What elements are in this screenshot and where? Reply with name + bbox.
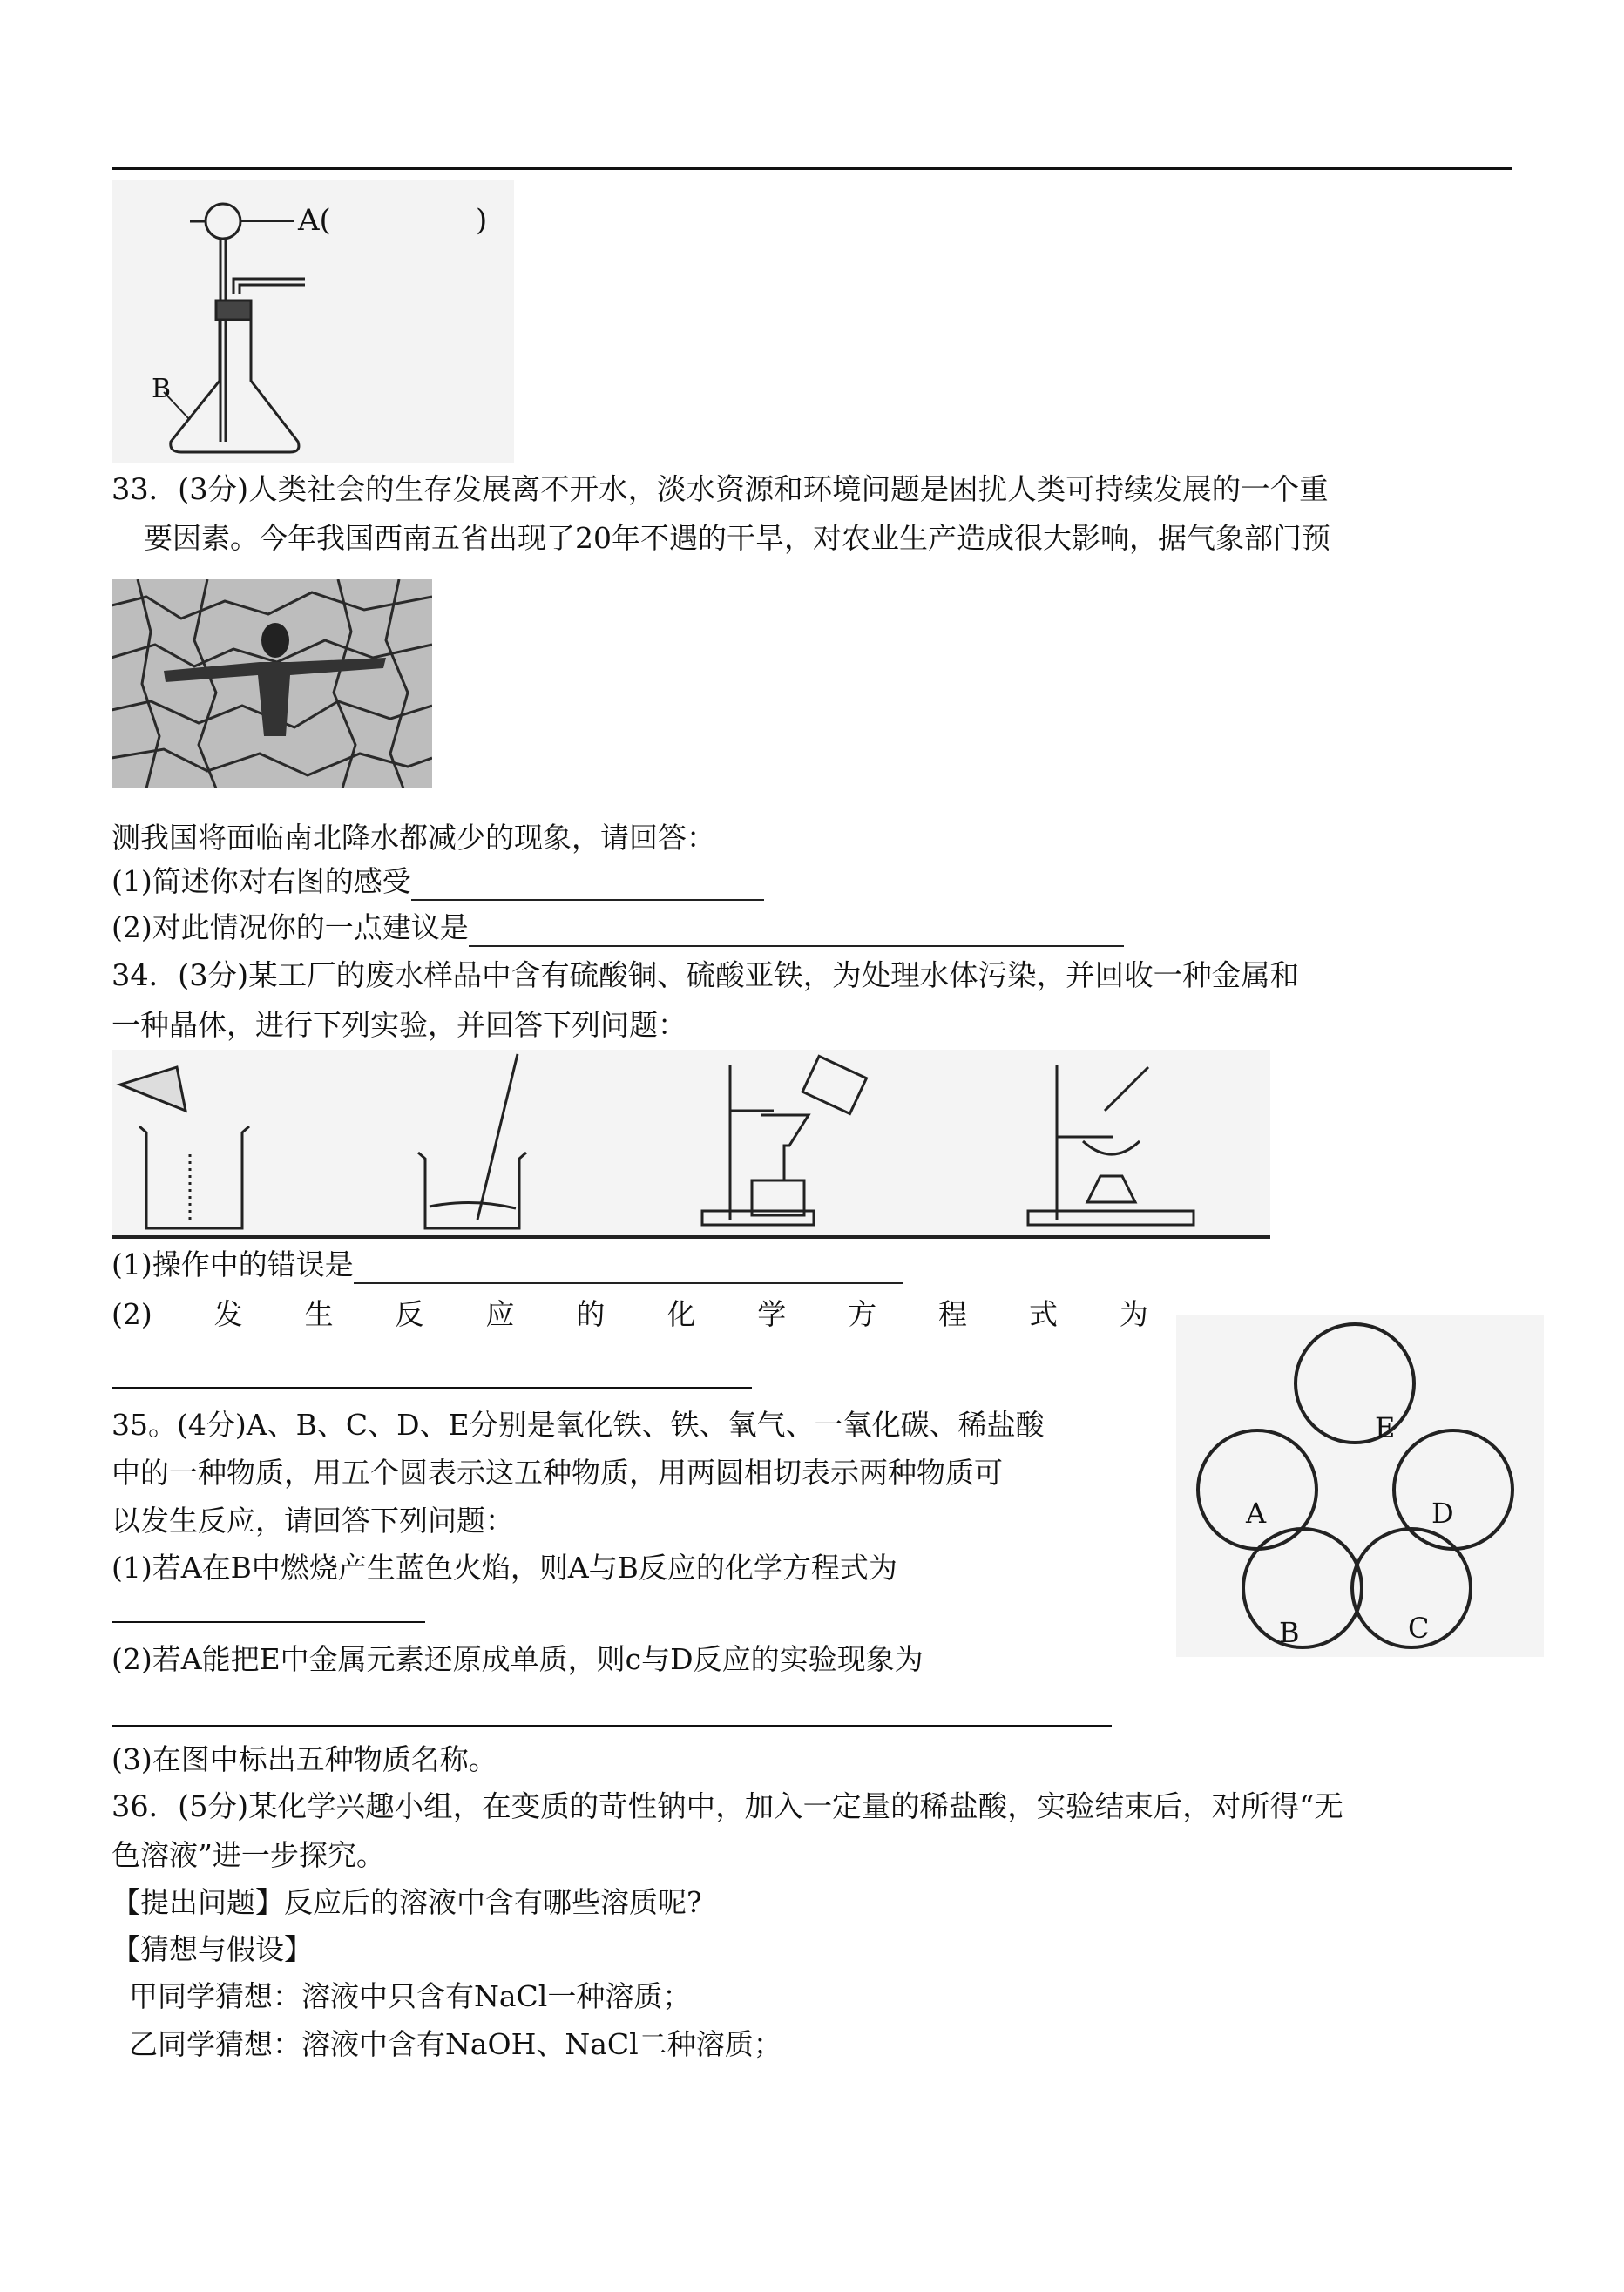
flask-label-b: B	[152, 374, 172, 404]
lab-operations-figure	[112, 1050, 1270, 1237]
q35-sub1: (1)若A在B中燃烧产生蓝色火焰，则A与B反应的化学方程式为	[112, 1551, 897, 1585]
circle-label-a: A	[1246, 1497, 1267, 1530]
q34-line1: 34．(3分)某工厂的废水样品中含有硫酸铜、硫酸亚铁，为处理水体污染，并回收一种金属和	[112, 958, 1300, 992]
q33-line1: 33．(3分)人类社会的生存发展离不开水，淡水资源和环境问题是困扰人类可持续发展的一个重	[112, 472, 1329, 506]
q34-sub2	[112, 1295, 1148, 1334]
q34-sub2-char: 式	[1028, 1297, 1058, 1331]
tangent-circles-drawing	[1176, 1315, 1544, 1657]
q33-line2: 要因素。今年我国西南五省出现了20年不遇的干旱，对农业生产造成很大影响，据气象部门预	[144, 521, 1330, 555]
q34-sub1-text: (1)操作中的错误是	[112, 1247, 354, 1281]
circle-label-d: D	[1431, 1497, 1454, 1530]
five-circles-figure	[1176, 1315, 1544, 1657]
flask-label-a: A(	[298, 203, 331, 238]
circle-b	[1243, 1529, 1362, 1647]
q34-sub2-char: 为	[1119, 1297, 1148, 1331]
drought-photo	[112, 579, 432, 788]
q36-line2: 色溶液”进一步探究。	[112, 1838, 385, 1872]
q34-sub2-char: 发	[213, 1297, 243, 1331]
circle-a	[1198, 1430, 1316, 1549]
q35-answer-2-blank[interactable]	[112, 1725, 1112, 1727]
flask-label-a-close: )	[476, 203, 488, 238]
q36-line1: 36．(5分)某化学兴趣小组，在变质的苛性钠中，加入一定量的稀盐酸，实验结束后，对所得“无	[112, 1789, 1343, 1823]
q33-answer-2-blank[interactable]	[469, 919, 1124, 947]
q33-sub2	[112, 909, 1124, 947]
flask-figure	[112, 180, 514, 463]
q33-sub2-text: (2)对此情况你的一点建议是	[112, 910, 469, 944]
q35-line1: 35。(4分)A、B、C、D、E分别是氧化铁、铁、氧气、一氧化碳、稀盐酸	[112, 1408, 1045, 1442]
q34-sub2-char: 的	[576, 1297, 606, 1331]
circle-label-c: C	[1408, 1612, 1430, 1645]
q36-guess-2: 乙同学猜想：溶液中含有NaOH、NaCl二种溶质；	[129, 2027, 782, 2061]
q34-answer-2-blank[interactable]	[112, 1387, 752, 1389]
q35-sub3: (3)在图中标出五种物质名称。	[112, 1742, 497, 1776]
q34-sub2-char: 化	[667, 1297, 696, 1331]
q34-sub2-char: 反	[395, 1297, 424, 1331]
circle-label-e: E	[1375, 1411, 1396, 1444]
circle-label-b: B	[1279, 1616, 1300, 1649]
q33-sub1-text: (1)简述你对右图的感受	[112, 864, 411, 898]
header-rule	[112, 167, 1512, 170]
q34-sub2-char: 方	[848, 1297, 877, 1331]
q34-sub2-char: 生	[304, 1297, 334, 1331]
q35-line2: 中的一种物质，用五个圆表示这五种物质，用两圆相切表示两种物质可	[112, 1456, 1003, 1490]
q36-hypothesis-heading: 【猜想与假设】	[112, 1932, 313, 1966]
q36-guess-1: 甲同学猜想：溶液中只含有NaCl一种溶质；	[129, 1979, 692, 2013]
circle-e	[1296, 1324, 1414, 1443]
q34-line2: 一种晶体，进行下列实验，并回答下列问题：	[112, 1008, 687, 1042]
q34-answer-1-blank[interactable]	[354, 1256, 903, 1284]
q33-line3: 测我国将面临南北降水都减少的现象，请回答：	[112, 821, 715, 855]
q35-line3: 以发生反应，请回答下列问题：	[112, 1504, 514, 1538]
q34-sub2-char: 程	[938, 1297, 968, 1331]
circle-d	[1394, 1430, 1512, 1549]
q33-answer-1-blank[interactable]	[411, 873, 764, 901]
q36-question: 【提出问题】反应后的溶液中含有哪些溶质呢?	[112, 1885, 702, 1919]
q35-answer-1-blank[interactable]	[112, 1621, 425, 1623]
q34-sub1	[112, 1246, 903, 1284]
q33-sub1	[112, 862, 764, 901]
cracked-earth-image	[112, 579, 432, 788]
q34-sub2-char: 应	[485, 1297, 515, 1331]
lab-operations-drawing	[112, 1050, 1270, 1237]
q34-sub2-char: 学	[757, 1297, 787, 1331]
q34-sub2-char: (2)	[112, 1297, 152, 1331]
q35-sub2: (2)若A能把E中金属元素还原成单质，则c与D反应的实验现象为	[112, 1642, 924, 1676]
